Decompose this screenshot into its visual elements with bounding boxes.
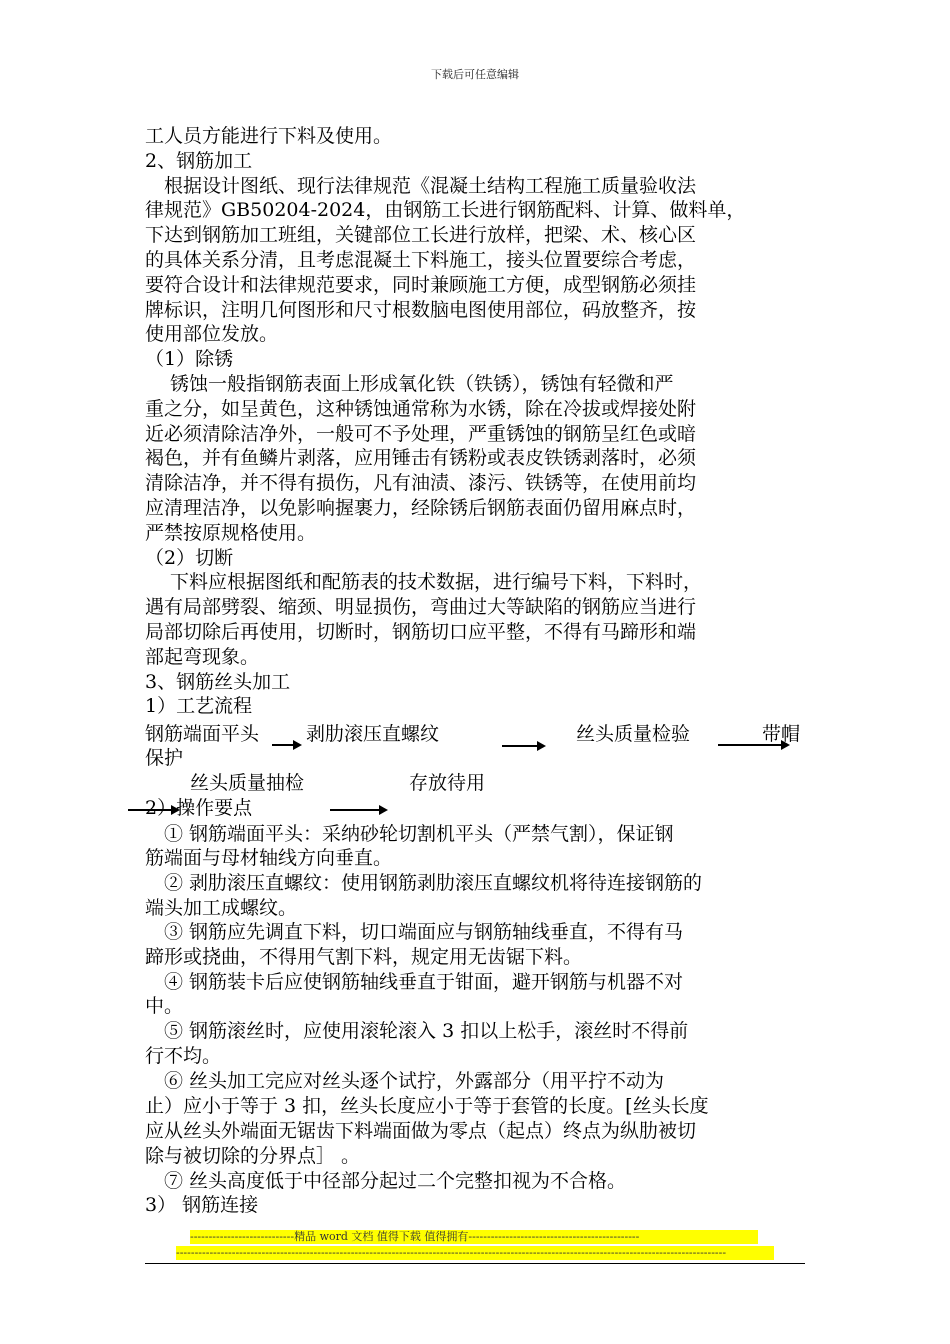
flow-arrow-1 bbox=[272, 737, 302, 753]
text-line-22: 3、钢筋丝头加工 bbox=[145, 670, 291, 693]
text-line-11: 重之分，如呈黄色，这种锈蚀通常称为水锈，除在冷拔或焊接处附 bbox=[145, 397, 697, 420]
text-line-b-5: ③ 钢筋应先调直下料，切口端面应与钢筋轴线垂直，不得有马 bbox=[145, 921, 684, 943]
text-line-7: 牌标识，注明几何图形和尺寸根数脑电图使用部位，码放整齐，按 bbox=[145, 298, 697, 321]
text-line-3: 律规范》GB50204-2024，由钢筋工长进行钢筋配料、计算、做料单， bbox=[145, 199, 746, 222]
text-line-12: 近必须清除洁净外，一般可不予处理，严重锈蚀的钢筋呈红色或暗 bbox=[145, 422, 697, 445]
text-line-b-15: ⑦ 丝头高度低于中径部分起过二个完整扣视为不合格。 bbox=[145, 1170, 627, 1192]
flow-arrow-2 bbox=[502, 738, 546, 754]
text-line-b-4: 端头加工成螺纹。 bbox=[145, 897, 298, 919]
text-line-1: 2、钢筋加工 bbox=[145, 149, 253, 172]
text-line-14: 清除洁净，并不得有损伤，凡有油渍、漆污、铁锈等，在使用前均 bbox=[145, 472, 697, 495]
text-line-0: 工人员方能进行下料及使用。 bbox=[145, 125, 393, 147]
text-line-17: （2）切断 bbox=[145, 546, 234, 569]
flow-step-sampling: 丝头质量抽检 bbox=[190, 772, 305, 794]
footer-rule bbox=[145, 1263, 805, 1264]
text-line-b-0: 2）操作要点 bbox=[145, 797, 253, 819]
flow-step-cap: 带帽 bbox=[762, 723, 801, 745]
text-line-9: （1）除锈 bbox=[145, 348, 234, 371]
text-line-5: 的具体关系分清，且考虑混凝土下料施工，接头位置要综合考虑， bbox=[145, 249, 697, 271]
text-line-b-3: ② 剥肋滚压直螺纹：使用钢筋剥肋滚压直螺纹机将待连接钢筋的 bbox=[145, 872, 703, 894]
text-line-b-12: 止）应小于等于 3 扣，丝头长度应小于等于套管的长度。[丝头长度 bbox=[145, 1095, 709, 1117]
footer-banner-line-1: ----------------------------精品 word 文档 值得下载 值得拥有---------------------------------------------- bbox=[190, 1230, 758, 1244]
text-line-16: 严禁按原规格使用。 bbox=[145, 521, 317, 544]
text-line-b-2: 筋端面与母材轴线方向垂直。 bbox=[145, 847, 393, 869]
text-line-b-11: ⑥ 丝头加工完应对丝头逐个试拧，外露部分（用平拧不动为 bbox=[145, 1070, 665, 1092]
flow-step-end-facing: 钢筋端面平头 bbox=[145, 723, 260, 745]
text-line-21: 部起弯现象。 bbox=[145, 645, 260, 668]
text-line-13: 褐色，并有鱼鳞片剥落，应用锤击有锈粉或表皮铁锈剥落时，必须 bbox=[145, 447, 697, 470]
flow-step-protect: 保护 bbox=[145, 747, 184, 769]
text-line-b-6: 蹄形或挠曲，不得用气割下料，规定用无齿锯下料。 bbox=[145, 946, 583, 968]
page-header: 下载后可任意编辑 bbox=[431, 68, 519, 81]
flow-step-rib-rolling: 剥肋滚压直螺纹 bbox=[306, 723, 440, 745]
text-line-8: 使用部位发放。 bbox=[145, 323, 279, 346]
text-line-b-7: ④ 钢筋装卡后应使钢筋轴线垂直于钳面，避开钢筋与机器不对 bbox=[145, 971, 684, 993]
flow-step-thread-inspection: 丝头质量检验 bbox=[576, 723, 691, 745]
text-line-19: 遇有局部劈裂、缩颈、明显损伤，弯曲过大等缺陷的钢筋应当进行 bbox=[145, 596, 697, 619]
text-line-15: 应清理洁净，以免影响握裹力，经除锈后钢筋表面仍留用麻点时， bbox=[145, 497, 697, 519]
text-line-20: 局部切除后再使用，切断时，钢筋切口应平整，不得有马蹄形和端 bbox=[145, 621, 697, 643]
text-line-18: 下料应根据图纸和配筋表的技术数据，进行编号下料，下料时， bbox=[145, 571, 703, 594]
text-line-23: 1）工艺流程 bbox=[145, 695, 253, 718]
text-line-b-10: 行不均。 bbox=[145, 1045, 222, 1067]
text-line-b-8: 中。 bbox=[145, 995, 184, 1017]
text-line-4: 下达到钢筋加工班组，关键部位工长进行放样，把梁、术、核心区 bbox=[145, 224, 697, 247]
text-line-b-14: 除与被切除的分界点］ 。 bbox=[145, 1145, 361, 1167]
text-line-2: 根据设计图纸、现行法律规范《混凝土结构工程施工质量验收法 bbox=[145, 174, 697, 197]
text-line-6: 要符合设计和法律规范要求，同时兼顾施工方便，成型钢筋必须挂 bbox=[145, 273, 697, 296]
text-line-10: 锈蚀一般指钢筋表面上形成氧化铁（铁锈），锈蚀有轻微和严 bbox=[145, 373, 674, 395]
text-line-b-1: ① 钢筋端面平头：采纳砂轮切割机平头（严禁气割），保证钢 bbox=[145, 823, 674, 845]
footer-banner-line-2: ---------------------------------------------------------------------------------------------------------------------------------------------------- bbox=[176, 1246, 774, 1260]
flow-step-storage: 存放待用 bbox=[409, 772, 486, 794]
text-line-b-16: 3） 钢筋连接 bbox=[145, 1194, 259, 1216]
text-line-b-13: 应从丝头外端面无锯齿下料端面做为零点（起点）终点为纵肋被切 bbox=[145, 1120, 697, 1142]
text-line-b-9: ⑤ 钢筋滚丝时，应使用滚轮滚入 3 扣以上松手，滚丝时不得前 bbox=[145, 1020, 689, 1042]
